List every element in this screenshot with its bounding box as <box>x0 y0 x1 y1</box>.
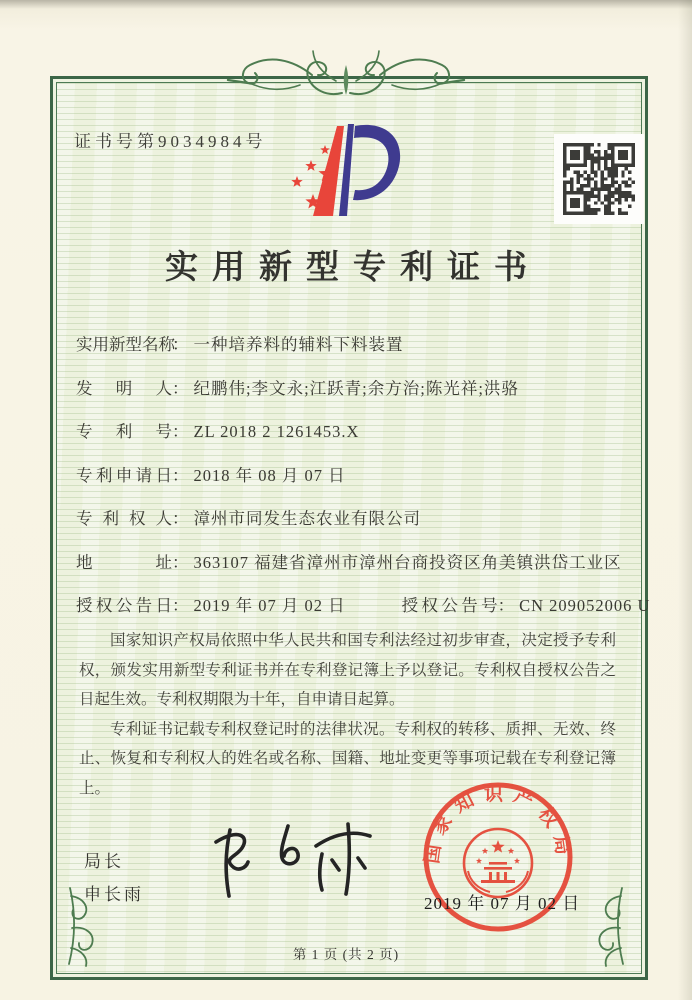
field-value: CN 209052006 U <box>519 596 651 615</box>
field-label: 地址 <box>76 552 172 572</box>
field-value: 纪鹏伟;李文永;江跃青;余方治;陈光祥;洪骆 <box>193 378 519 398</box>
field-list <box>76 331 651 636</box>
field-row: 专利号： ZL 2018 2 1261453.X <box>76 418 621 462</box>
field-value: ZL 2018 2 1261453.X <box>193 422 360 441</box>
legal-paragraph: 国家知识产权局依照中华人民共和国专利法经过初步审查，决定授予专利权，颁发实用新型专利证书并在专利登记簿上予以登记。专利权自授权公告之日起生效。专利权期限为十年，自申请日起算。 <box>79 632 616 708</box>
field-label: 专利号 <box>76 422 172 441</box>
field-label: 专利权人 <box>76 509 172 528</box>
field-label: 实用新型名称 <box>76 335 175 354</box>
field-row: 专利权人： 漳州市同发生态农业有限公司 <box>76 505 621 549</box>
field-label: 授权公告号 <box>401 596 498 615</box>
seal-arc-text: 国家知识产权局 <box>421 783 575 865</box>
page-number: 第 1 页 (共 2 页) <box>292 947 400 962</box>
legal-text <box>79 626 616 803</box>
field-value: 一种培养料的辅料下料装置 <box>193 335 404 354</box>
field-row: 实用新型名称： 一种培养料的辅料下料装置 <box>76 331 621 375</box>
field-value: 漳州市同发生态农业有限公司 <box>193 509 421 528</box>
legal-paragraph: 专利证书记载专利权登记时的法律状况。专利权的转移、质押、无效、终止、恢复和专利权人的姓名或名称、国籍、地址变更等事项记载在专利登记簿上。 <box>79 720 616 797</box>
svg-text:国家知识产权局 <box>421 782 575 865</box>
certificate-title: 实用新型专利证书 <box>165 250 541 286</box>
director-block <box>84 845 144 911</box>
director-title: 局长 <box>84 852 124 871</box>
field-label: 授权公告日 <box>76 596 172 615</box>
field-row: 发明人： 纪鹏伟;李文永;江跃青;余方治;陈光祥;洪骆 <box>76 375 621 419</box>
field-value: 2018 年 08 月 07 日 <box>193 465 346 485</box>
field-value: 363107 福建省漳州市漳州台商投资区角美镇洪岱工业区 <box>193 552 622 572</box>
field-label: 专利申请日 <box>76 465 172 485</box>
field-value: 2019 年 07 月 02 日 <box>193 596 346 615</box>
director-name: 申长雨 <box>84 885 144 904</box>
certificate-number: 证书号第9034984号 <box>74 132 267 151</box>
director-signature-icon <box>192 812 388 908</box>
field-row: 授权公告日： 2019 年 07 月 02 日 授权公告号： CN 209052006 U <box>76 592 621 636</box>
field-label: 发明人 <box>76 378 172 398</box>
field-row: 专利申请日： 2018 年 08 月 07 日 <box>76 462 621 506</box>
national-emblem <box>464 829 532 897</box>
qr-code-icon <box>556 136 642 222</box>
seal-date: 2019 年 07 月 02 日 <box>424 894 581 913</box>
cnipa-patent-logo-icon <box>281 114 413 226</box>
field-row: 地址： 363107 福建省漳州市漳州台商投资区角美镇洪岱工业区 <box>76 549 621 593</box>
